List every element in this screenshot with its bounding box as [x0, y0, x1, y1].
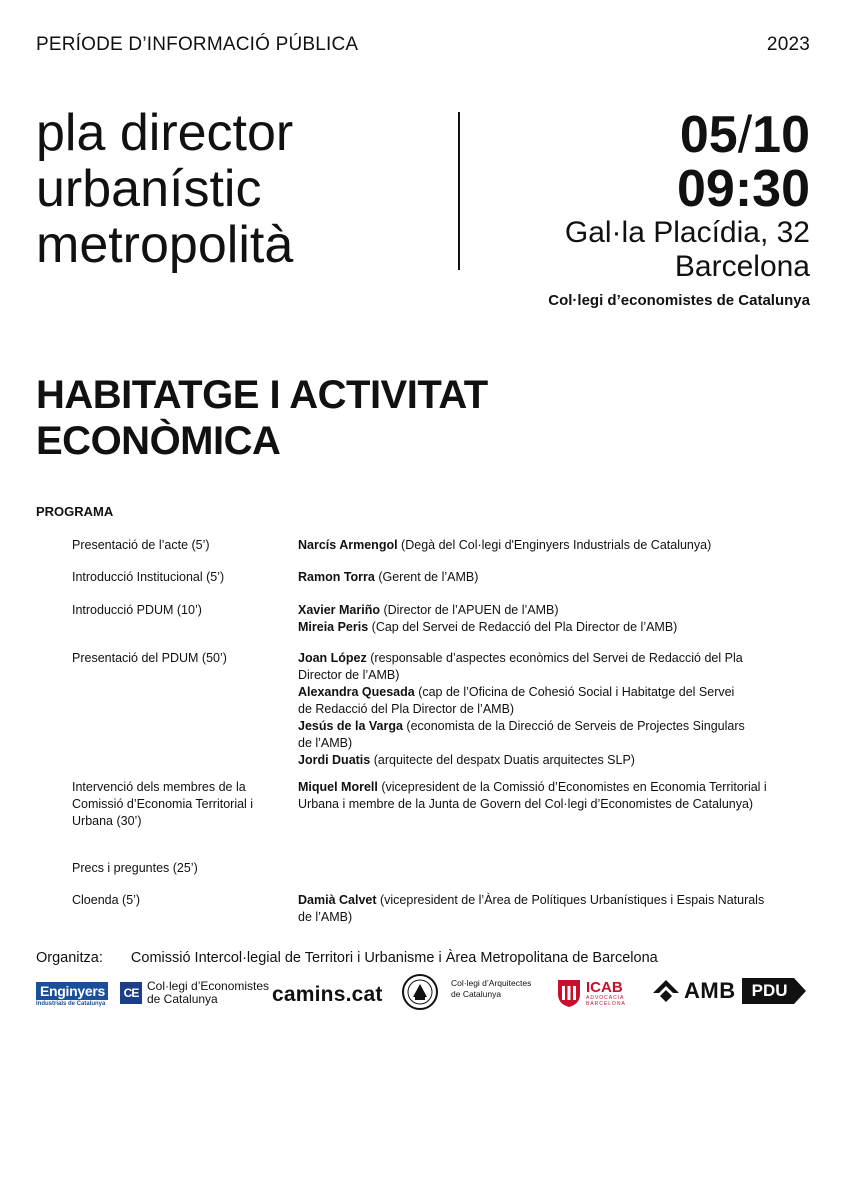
speaker-name: Damià Calvet [298, 893, 377, 907]
program-activity-line: Introducció Institucional (5’) [72, 570, 225, 584]
speaker-role-continuation: de l’AMB) [298, 910, 353, 924]
year-label: 2023 [766, 34, 810, 55]
speaker-name: Mireia Peris [298, 620, 369, 634]
speaker-entry [298, 569, 798, 586]
program-activity-line: Intervenció dels membres de la [72, 780, 246, 794]
speaker-entry [298, 684, 798, 718]
speaker-entry [298, 718, 798, 752]
program-speakers [298, 537, 798, 554]
speaker-role: (arquitecte del despatx Duatis arquitectes SLP) [370, 753, 635, 767]
speaker-role: (vicepresident de la Comissió d’Economistes en Economia Territorial i [377, 780, 767, 794]
organizer-label: Organitza: [36, 950, 103, 966]
program-activity-line: Presentació del PDUM (50’) [72, 651, 227, 665]
speaker-entry [298, 779, 798, 813]
title-line: urbanístic [36, 160, 262, 218]
date-separator: / [737, 106, 753, 164]
program-activity-line: Urbana (30’) [72, 814, 142, 828]
speaker-entry [298, 619, 798, 636]
period-label: PERÍODE D’INFORMACIÓ PÚBLICA [36, 34, 359, 55]
speaker-role-continuation: de Redacció del Pla Director de l’AMB) [298, 702, 515, 716]
speaker-first-line [298, 569, 798, 586]
amb-logo-name: AMB [684, 978, 736, 1003]
speaker-name: Ramon Torra [298, 570, 375, 584]
program-activity-line: Cloenda (5’) [72, 893, 141, 907]
program-activity [72, 860, 272, 877]
program-activity [72, 537, 272, 554]
icab-shield-icon [556, 978, 582, 1008]
program-activity [72, 602, 272, 619]
organizer [36, 950, 658, 966]
speaker-first-line [298, 602, 798, 619]
speaker-role-continuation: de l’AMB) [298, 736, 353, 750]
event-host: Col·legi d’economistes de Catalunya [548, 292, 810, 309]
speaker-name: Narcís Armengol [298, 538, 398, 552]
enginyers-logo [36, 982, 108, 1007]
speaker-name: Joan López [298, 651, 367, 665]
title-line: metropolità [36, 216, 294, 274]
program-activity-line: Presentació de l’acte (5’) [72, 538, 210, 552]
program-activity [72, 650, 272, 667]
speaker-entry [298, 537, 798, 554]
headline-line: HABITATGE I ACTIVITAT [36, 373, 488, 417]
icab-logo [556, 978, 626, 1008]
program-activity [72, 892, 272, 909]
speaker-first-line [298, 619, 798, 636]
arquitectes-logo-text [451, 978, 531, 1000]
document-title [36, 105, 293, 273]
program-speakers [298, 602, 798, 636]
speaker-entry [298, 602, 798, 619]
speaker-name: Jesús de la Varga [298, 719, 403, 733]
speaker-role-continuation: Urbana i membre de la Junta de Govern del Col·legi d’Economistes de Catalunya) [298, 797, 754, 811]
program-activity-line: Introducció PDUM (10’) [72, 603, 202, 617]
program-activity [72, 779, 272, 830]
program-speakers [298, 569, 798, 586]
speaker-entry [298, 650, 798, 684]
enginyers-logo-name: Enginyers [36, 982, 108, 1000]
icab-logo-sub1: ADVOCACIA [586, 994, 625, 1001]
speaker-role: (Director de l’APUEN de l’AMB) [379, 603, 559, 617]
camins-logo: camins.cat [272, 983, 383, 1006]
speaker-entry [298, 752, 798, 769]
event-info [548, 108, 810, 309]
arquitectes-seal-icon [401, 973, 439, 1016]
vertical-divider [458, 112, 460, 270]
speaker-role: (Cap del Servei de Redacció del Pla Director de l’AMB) [368, 620, 678, 634]
speaker-role: (Degà del Col·legi d'Enginyers Industrials de Catalunya) [397, 538, 712, 552]
speaker-role: (Gerent de l’AMB) [374, 570, 479, 584]
speaker-first-line [298, 779, 798, 796]
pdu-tag-label: PDU [751, 981, 788, 1000]
programa-heading: PROGRAMA [36, 504, 114, 519]
headline [36, 372, 488, 464]
date-month: 10 [752, 106, 810, 164]
speaker-role: (cap de l’Oficina de Cohesió Social i Habitatge del Servei [414, 685, 735, 699]
speaker-role-continuation: Director de l’AMB) [298, 668, 400, 682]
event-date [548, 108, 810, 162]
amb-logo [652, 978, 798, 1004]
speaker-role: (vicepresident de l’Àrea de Polítiques Urbanístiques i Espais Naturals [376, 893, 765, 907]
speaker-first-line [298, 892, 798, 909]
date-day: 05 [679, 106, 738, 164]
economistes-logo-line2: de Catalunya [147, 992, 218, 1006]
icab-logo-sub2: BARCELONA [586, 1000, 626, 1007]
speaker-name: Xavier Mariño [298, 603, 380, 617]
economistes-logo [120, 980, 269, 1006]
speaker-role: (responsable d’aspectes econòmics del Servei de Redacció del Pla [366, 651, 743, 665]
icab-logo-name: ICAB [586, 978, 623, 996]
economistes-logo-line1: Col·legi d’Economistes [147, 979, 270, 993]
event-city: Barcelona [674, 250, 810, 283]
pdu-tag [742, 978, 798, 1004]
speaker-name: Miquel Morell [298, 780, 378, 794]
speaker-first-line [298, 650, 798, 667]
enginyers-logo-sub: Industrials de Catalunya [36, 1001, 106, 1007]
program-activity-line: Comissió d’Economia Territorial i [72, 797, 254, 811]
program-speakers [298, 892, 798, 926]
amb-chevron-icon [652, 979, 680, 1003]
speaker-name: Alexandra Quesada [298, 685, 415, 699]
speaker-role: (economista de la Direcció de Serveis de Projectes Singulars [402, 719, 745, 733]
program-activity-line: Precs i preguntes (25’) [72, 861, 198, 875]
title-line: pla director [36, 104, 294, 162]
speaker-first-line [298, 684, 798, 701]
economistes-logo-mark: CE [120, 982, 142, 1004]
event-address: Gal·la Placídia, 32 [564, 216, 810, 249]
program-activity [72, 569, 272, 586]
arquitectes-logo-line1: Col·legi d’Arquitectes [451, 978, 532, 988]
headline-line: ECONÒMICA [36, 419, 281, 463]
organizer-text: Comissió Intercol·legial de Territori i Urbanisme i Àrea Metropolitana de Barcelona [130, 950, 658, 966]
arquitectes-logo-line2: de Catalunya [451, 989, 502, 999]
event-time: 09:30 [677, 160, 810, 218]
speaker-entry [298, 892, 798, 926]
program-speakers [298, 779, 798, 813]
speaker-first-line [298, 537, 798, 554]
speaker-name: Jordi Duatis [298, 753, 371, 767]
speaker-first-line [298, 718, 798, 735]
program-speakers [298, 650, 798, 769]
speaker-first-line [298, 752, 798, 769]
